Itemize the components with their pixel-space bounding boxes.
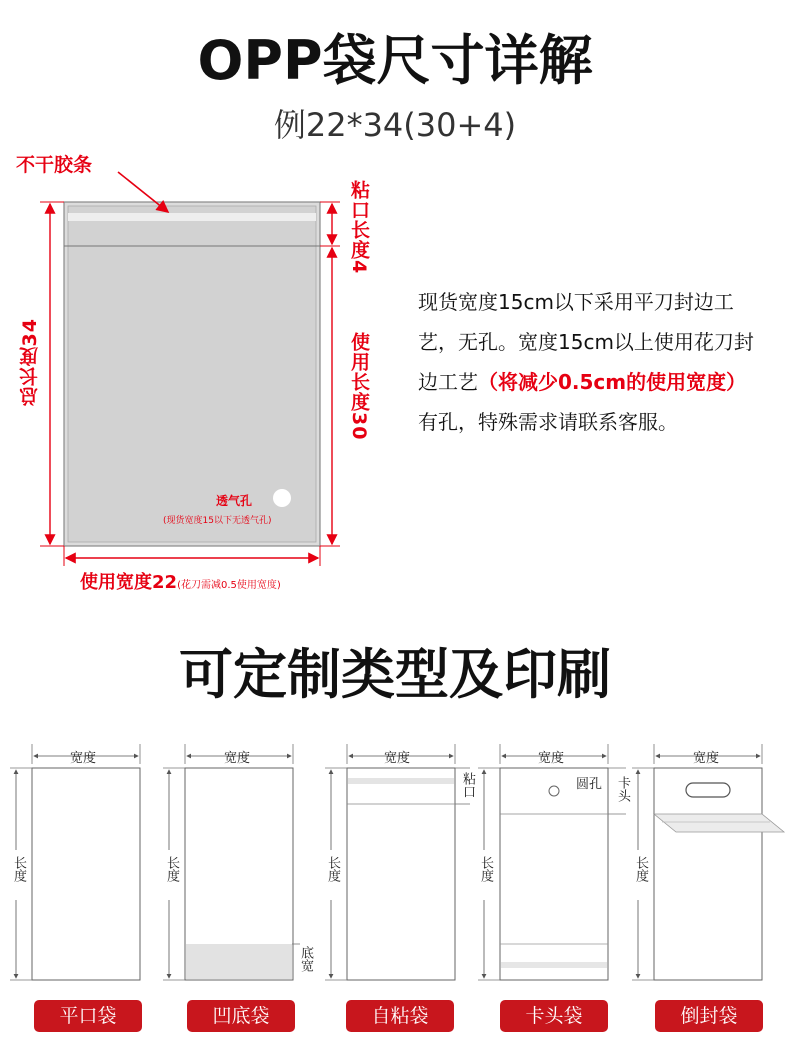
- bag3-width-label: 宽度: [384, 751, 411, 766]
- adhesive-strip: [68, 213, 316, 221]
- usable-width-note: (花刀需减0.5使用宽度): [177, 580, 281, 591]
- adhesive-tape-label: 不干胶条: [16, 154, 93, 176]
- vent-hole: [273, 489, 291, 507]
- bag2-gusset-bottom: [186, 944, 292, 979]
- flap-length-label: 粘口长度4: [348, 180, 370, 275]
- bag5-length-label: 长度: [633, 856, 648, 882]
- bag3-adhesive-strip: [348, 778, 454, 784]
- bag3-flap-label: 粘口: [460, 772, 475, 798]
- bag5-hang-hole: [686, 783, 730, 797]
- bag3-length-label: 长度: [325, 856, 340, 882]
- usable-width-text: 使用宽度22: [80, 572, 178, 593]
- type-reverse-seal-bag-button[interactable]: 倒封袋: [655, 1000, 763, 1032]
- type-self-seal-bag-button[interactable]: 自粘袋: [346, 1000, 454, 1032]
- bag5-reverse-flap: [654, 814, 784, 832]
- example-size: 例22*34(30+4): [273, 106, 517, 144]
- bag2-bottom-width-label: 底宽: [298, 946, 313, 972]
- vent-hole-label: 透气孔: [216, 494, 253, 508]
- bag5-width-label: 宽度: [693, 751, 720, 766]
- bag3-outline: [347, 768, 455, 980]
- bag4-width-label: 宽度: [538, 751, 565, 766]
- bag5-outline: [654, 768, 762, 980]
- description-part2: 有孔，特殊需求请联系客服。: [418, 410, 678, 434]
- type-header-bag-button[interactable]: 卡头袋: [500, 1000, 608, 1032]
- page-title: OPP袋尺寸详解: [197, 29, 593, 92]
- bag4-header-label: 卡头: [615, 776, 630, 802]
- bag4-bottom-strip: [501, 962, 607, 968]
- bag-types-diagram: [0, 735, 790, 990]
- type-flat-bag-button[interactable]: 平口袋: [34, 1000, 142, 1032]
- bag4-hole-label: 圆孔: [576, 777, 603, 792]
- bag-size-diagram: [0, 140, 400, 600]
- bag2-length-label: 长度: [164, 856, 179, 882]
- bag4-round-hole: [549, 786, 559, 796]
- usable-width-label: [80, 568, 281, 594]
- bag1-outline: [32, 768, 140, 980]
- type-gusset-bottom-bag-button[interactable]: 凹底袋: [187, 1000, 295, 1032]
- section-title-custom-types: 可定制类型及印刷: [179, 643, 611, 706]
- bag1-length-label: 长度: [11, 856, 26, 882]
- bag2-width-label: 宽度: [224, 751, 251, 766]
- bag1-width-label: 宽度: [70, 751, 97, 766]
- bag4-outline: [500, 768, 608, 980]
- usable-length-label: 使用长度30: [348, 332, 370, 441]
- description-text: [418, 282, 758, 442]
- description-part1: 现货宽度15cm以下采用平刀封边工艺，无孔。宽度15cm以上使用花刀封边工艺: [418, 290, 754, 394]
- vent-hole-note: (现货宽度15以下无透气孔): [163, 516, 272, 526]
- total-length-label: 总长度34: [19, 318, 41, 407]
- description-highlight: （将减少0.5cm的使用宽度）: [478, 370, 747, 394]
- bag4-length-label: 长度: [478, 856, 493, 882]
